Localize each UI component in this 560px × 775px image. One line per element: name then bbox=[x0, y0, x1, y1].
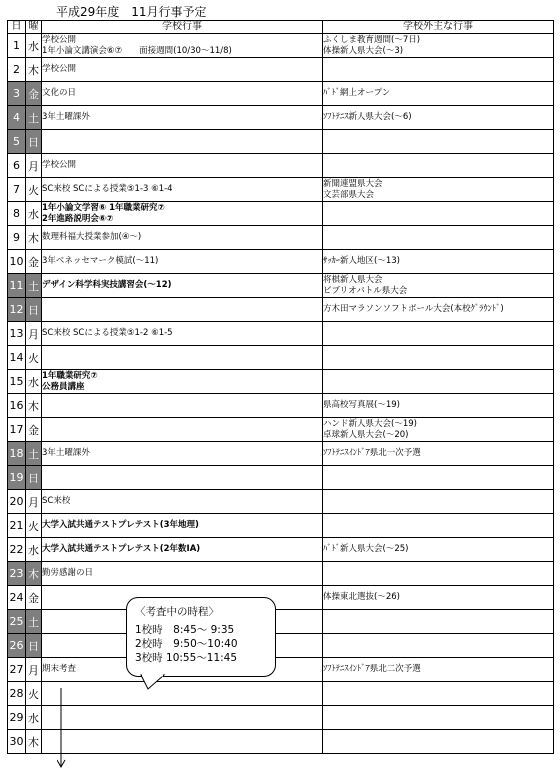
day-row bbox=[8, 346, 554, 370]
page-title: 平成29年度 11月行事予定 bbox=[56, 5, 207, 19]
school-event-cell bbox=[42, 130, 323, 154]
day-number: 15 bbox=[8, 370, 26, 394]
day-number: 5 bbox=[8, 130, 26, 154]
header-row bbox=[8, 21, 554, 34]
day-row bbox=[8, 178, 554, 202]
external-event-cell bbox=[323, 442, 554, 466]
day-row bbox=[8, 34, 554, 58]
weekday: 日 bbox=[26, 634, 42, 658]
external-event: ｻｯｶｰ新人地区(～13) bbox=[323, 256, 400, 266]
weekday: 木 bbox=[26, 58, 42, 82]
day-row bbox=[8, 562, 554, 586]
school-event-cell bbox=[42, 274, 323, 298]
day-number: 17 bbox=[8, 418, 26, 442]
school-event-cell bbox=[42, 178, 323, 202]
day-row bbox=[8, 82, 554, 106]
weekday: 日 bbox=[26, 466, 42, 490]
weekday: 日 bbox=[26, 298, 42, 322]
weekday: 月 bbox=[26, 658, 42, 682]
external-event: ふくしま教育週間(～7日) bbox=[323, 34, 421, 45]
school-event-cell bbox=[42, 466, 323, 490]
school-event: 勤労感謝の日 bbox=[42, 568, 94, 578]
external-event-cell bbox=[323, 250, 554, 274]
weekday: 木 bbox=[26, 730, 42, 754]
external-event-cell bbox=[323, 706, 554, 730]
weekday: 土 bbox=[26, 106, 42, 130]
day-number: 28 bbox=[8, 682, 26, 706]
weekday: 火 bbox=[26, 178, 42, 202]
day-row bbox=[8, 610, 554, 634]
external-event: 将棋新人県大会 bbox=[323, 274, 383, 285]
day-number: 8 bbox=[8, 202, 26, 226]
school-event-cell bbox=[42, 442, 323, 466]
callout-line: 1校時 8:45～ 9:35 bbox=[135, 624, 235, 636]
external-event-cell bbox=[323, 394, 554, 418]
header-external-events: 学校外主な行事 bbox=[323, 21, 554, 34]
day-number: 9 bbox=[8, 226, 26, 250]
callout-line: 2校時 9:50～10:40 bbox=[135, 638, 238, 650]
weekday: 土 bbox=[26, 610, 42, 634]
external-event: 新聞連盟県大会 bbox=[323, 178, 383, 189]
external-event-cell bbox=[323, 346, 554, 370]
external-event-cell bbox=[323, 226, 554, 250]
day-number: 21 bbox=[8, 514, 26, 538]
day-row bbox=[8, 730, 554, 754]
school-event: SC来校 SCによる授業⑤1-3 ⑥1-4 bbox=[42, 184, 173, 194]
external-event: ｿﾌﾄﾃﾆｽｲﾝﾄﾞｱ県北一次予選 bbox=[323, 448, 421, 458]
day-row bbox=[8, 202, 554, 226]
external-event-cell bbox=[323, 610, 554, 634]
day-number: 7 bbox=[8, 178, 26, 202]
external-event-cell bbox=[323, 418, 554, 442]
day-row bbox=[8, 226, 554, 250]
header-school-events: 学校行事 bbox=[42, 21, 323, 34]
day-number: 19 bbox=[8, 466, 26, 490]
external-event-cell bbox=[323, 202, 554, 226]
day-row bbox=[8, 514, 554, 538]
day-number: 25 bbox=[8, 610, 26, 634]
schedule-table bbox=[7, 20, 554, 754]
school-event: 2年進路説明会⑥⑦ bbox=[42, 213, 114, 224]
exam-period-arrow bbox=[57, 688, 67, 770]
external-event-cell bbox=[323, 58, 554, 82]
day-row bbox=[8, 586, 554, 610]
school-event-cell bbox=[42, 346, 323, 370]
header-weekday: 曜 bbox=[26, 21, 42, 34]
external-event: ｿﾌﾄﾃﾆｽ新人県大会(～6) bbox=[323, 112, 412, 122]
day-row bbox=[8, 298, 554, 322]
day-row bbox=[8, 682, 554, 706]
external-event: 県高校写真展(～19) bbox=[323, 400, 400, 410]
day-number: 10 bbox=[8, 250, 26, 274]
day-row bbox=[8, 106, 554, 130]
callout-title: 〈考査中の時程〉 bbox=[135, 606, 219, 618]
school-event: 学校公開 bbox=[42, 160, 77, 170]
weekday: 木 bbox=[26, 562, 42, 586]
school-event: 数理科福大授業参加(④～) bbox=[42, 232, 142, 242]
weekday: 土 bbox=[26, 274, 42, 298]
day-number: 18 bbox=[8, 442, 26, 466]
day-row bbox=[8, 706, 554, 730]
weekday: 火 bbox=[26, 682, 42, 706]
school-event-cell bbox=[42, 514, 323, 538]
external-event-cell bbox=[323, 514, 554, 538]
school-event-cell bbox=[42, 562, 323, 586]
external-event: ビブリオバトル県大会 bbox=[323, 285, 408, 296]
day-row bbox=[8, 634, 554, 658]
weekday: 日 bbox=[26, 130, 42, 154]
external-event: 体操東北選抜(～26) bbox=[323, 592, 400, 602]
day-row bbox=[8, 250, 554, 274]
school-event: 公務員講座 bbox=[42, 381, 85, 392]
school-event: 1年小論文講演会⑥⑦ 面接週間(10/30～11/8) bbox=[42, 45, 232, 56]
day-number: 13 bbox=[8, 322, 26, 346]
external-event-cell bbox=[323, 154, 554, 178]
day-row bbox=[8, 370, 554, 394]
weekday: 水 bbox=[26, 34, 42, 58]
school-event: 大学入試共通テストプレテスト(3年地理) bbox=[42, 520, 199, 530]
school-event: 1年小論文学習⑥ 1年職業研究⑦ bbox=[42, 202, 165, 213]
day-number: 6 bbox=[8, 154, 26, 178]
school-event: デザイン科学科実技講習会(～12) bbox=[42, 280, 172, 290]
day-row bbox=[8, 58, 554, 82]
school-event-cell bbox=[42, 322, 323, 346]
weekday: 金 bbox=[26, 418, 42, 442]
school-event-cell bbox=[42, 58, 323, 82]
day-row bbox=[8, 538, 554, 562]
external-event-cell bbox=[323, 466, 554, 490]
external-event-cell bbox=[323, 298, 554, 322]
external-event: 文芸部県大会 bbox=[323, 189, 375, 200]
day-row bbox=[8, 130, 554, 154]
weekday: 金 bbox=[26, 586, 42, 610]
school-event-cell bbox=[42, 418, 323, 442]
school-event-cell bbox=[42, 490, 323, 514]
external-event-cell bbox=[323, 562, 554, 586]
school-event: 学校公開 bbox=[42, 34, 77, 45]
day-number: 11 bbox=[8, 274, 26, 298]
school-event-cell bbox=[42, 106, 323, 130]
external-event-cell bbox=[323, 658, 554, 682]
external-event: 卓球新人県大会(～20) bbox=[323, 429, 409, 440]
school-event-cell bbox=[42, 202, 323, 226]
school-event: 文化の日 bbox=[42, 88, 77, 98]
school-event-cell bbox=[42, 34, 323, 58]
day-row bbox=[8, 466, 554, 490]
day-row bbox=[8, 490, 554, 514]
external-event-cell bbox=[323, 370, 554, 394]
weekday: 水 bbox=[26, 538, 42, 562]
external-event-cell bbox=[323, 634, 554, 658]
day-number: 4 bbox=[8, 106, 26, 130]
day-number: 3 bbox=[8, 82, 26, 106]
school-event: 3年土曜課外 bbox=[42, 448, 90, 458]
external-event: ﾊﾞﾄﾞ網上オープン bbox=[323, 88, 391, 98]
external-event: 体操新人県大会(～3) bbox=[323, 45, 404, 56]
day-number: 14 bbox=[8, 346, 26, 370]
school-event-cell bbox=[42, 226, 323, 250]
external-event-cell bbox=[323, 682, 554, 706]
header-day: 日 bbox=[8, 21, 26, 34]
day-number: 30 bbox=[8, 730, 26, 754]
school-event-cell bbox=[42, 82, 323, 106]
school-event: 大学入試共通テストプレテスト(2年数ⅠA) bbox=[42, 544, 201, 554]
day-number: 22 bbox=[8, 538, 26, 562]
school-event: SC来校 bbox=[42, 496, 71, 506]
day-number: 2 bbox=[8, 58, 26, 82]
external-event-cell bbox=[323, 322, 554, 346]
school-event: SC来校 SCによる授業⑤1-2 ⑥1-5 bbox=[42, 328, 173, 338]
external-event-cell bbox=[323, 274, 554, 298]
school-event-cell bbox=[42, 370, 323, 394]
weekday: 月 bbox=[26, 154, 42, 178]
weekday: 木 bbox=[26, 394, 42, 418]
external-event-cell bbox=[323, 586, 554, 610]
day-row bbox=[8, 418, 554, 442]
day-row bbox=[8, 394, 554, 418]
school-event: 学校公開 bbox=[42, 64, 77, 74]
weekday: 金 bbox=[26, 250, 42, 274]
external-event-cell bbox=[323, 82, 554, 106]
day-number: 12 bbox=[8, 298, 26, 322]
day-number: 26 bbox=[8, 634, 26, 658]
exam-schedule-callout bbox=[126, 597, 276, 677]
school-event-cell bbox=[42, 538, 323, 562]
weekday: 水 bbox=[26, 202, 42, 226]
day-number: 29 bbox=[8, 706, 26, 730]
school-event: 1年職業研究⑦ bbox=[42, 370, 98, 381]
school-event: 3年土曜課外 bbox=[42, 112, 90, 122]
callout-line: 3校時 10:55～11:45 bbox=[135, 652, 238, 664]
day-row bbox=[8, 322, 554, 346]
external-event-cell bbox=[323, 538, 554, 562]
school-event-cell bbox=[42, 394, 323, 418]
external-event-cell bbox=[323, 178, 554, 202]
external-event: ﾊﾞﾄﾞ新人県大会(～25) bbox=[323, 544, 409, 554]
school-event-cell bbox=[42, 298, 323, 322]
day-row bbox=[8, 154, 554, 178]
weekday: 土 bbox=[26, 442, 42, 466]
weekday: 水 bbox=[26, 370, 42, 394]
school-event: 3年ベネッセマーク模試(～11) bbox=[42, 256, 159, 266]
external-event: 方木田マラソンソフトボール大会(本校ｸﾞﾗｳﾝﾄﾞ) bbox=[323, 304, 504, 314]
day-row bbox=[8, 274, 554, 298]
school-event-cell bbox=[42, 706, 323, 730]
external-event: ｿﾌﾄﾃﾆｽｲﾝﾄﾞｱ県北二次予選 bbox=[323, 664, 421, 674]
day-number: 24 bbox=[8, 586, 26, 610]
weekday: 火 bbox=[26, 346, 42, 370]
weekday: 水 bbox=[26, 706, 42, 730]
external-event-cell bbox=[323, 130, 554, 154]
day-number: 1 bbox=[8, 34, 26, 58]
day-number: 16 bbox=[8, 394, 26, 418]
day-number: 20 bbox=[8, 490, 26, 514]
weekday: 火 bbox=[26, 514, 42, 538]
school-event-cell bbox=[42, 154, 323, 178]
external-event-cell bbox=[323, 730, 554, 754]
school-event: 期末考査 bbox=[42, 664, 77, 674]
weekday: 金 bbox=[26, 82, 42, 106]
day-number: 23 bbox=[8, 562, 26, 586]
weekday: 木 bbox=[26, 226, 42, 250]
external-event: ハンド新人県大会(～19) bbox=[323, 418, 417, 429]
school-event-cell bbox=[42, 730, 323, 754]
day-number: 27 bbox=[8, 658, 26, 682]
weekday: 月 bbox=[26, 322, 42, 346]
weekday: 月 bbox=[26, 490, 42, 514]
day-row bbox=[8, 442, 554, 466]
external-event-cell bbox=[323, 106, 554, 130]
day-row bbox=[8, 658, 554, 682]
external-event-cell bbox=[323, 490, 554, 514]
school-event-cell bbox=[42, 250, 323, 274]
external-event-cell bbox=[323, 34, 554, 58]
